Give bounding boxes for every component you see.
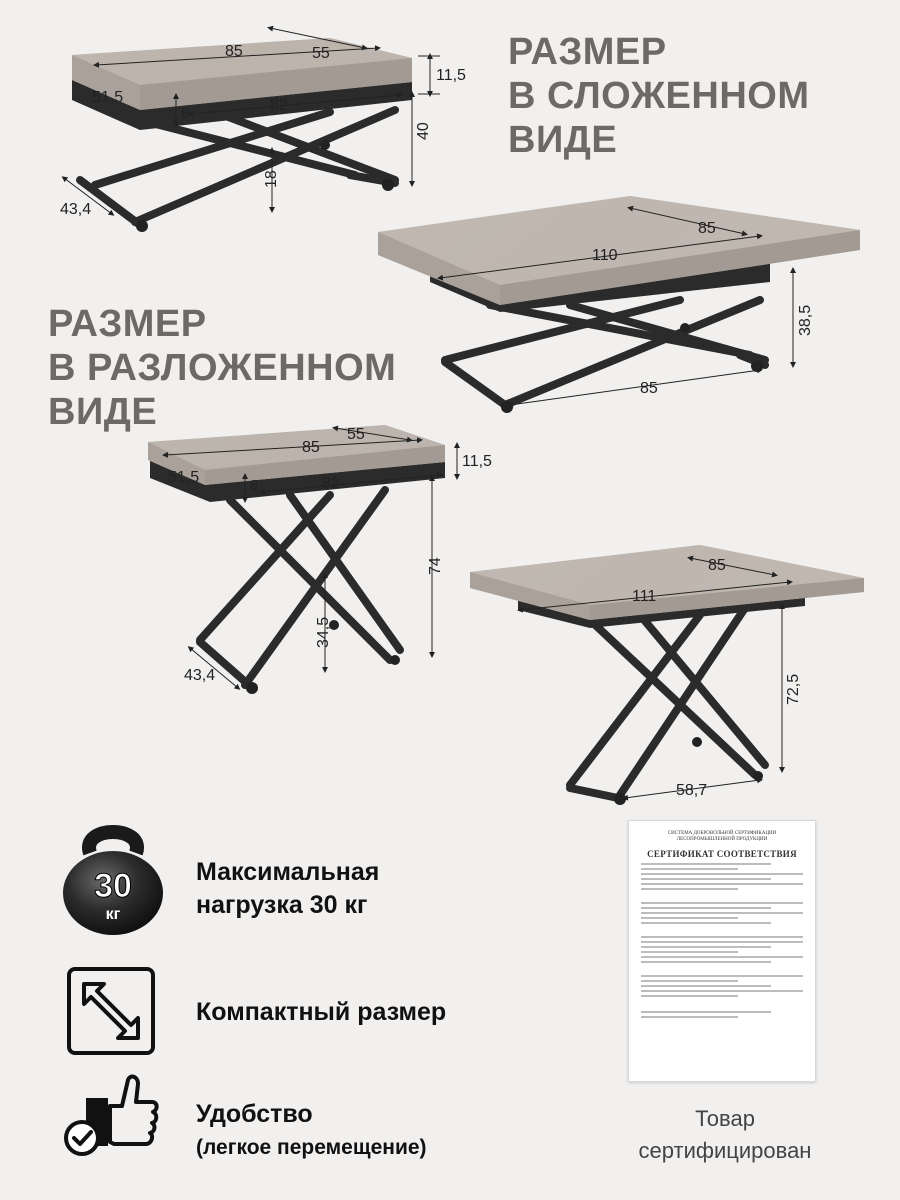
comfort-line: Удобство: [196, 1100, 313, 1128]
certificate-caption-line: Товар: [695, 1106, 755, 1131]
table2-length-label: 110: [592, 247, 618, 264]
table-unfolded-extended: [470, 545, 864, 805]
kettlebell-unit: кг: [105, 906, 121, 923]
certificate-image: [628, 820, 816, 1082]
compact-size-line: Компактный размер: [196, 998, 447, 1026]
comfort-text: [196, 1098, 427, 1164]
table1-under-label: 82: [270, 97, 288, 114]
table2-height-label: 38,5: [797, 304, 814, 336]
table2-width-label: 85: [698, 220, 716, 237]
table3-height-label: 74: [427, 557, 444, 575]
comfort-subline: (легкое перемещение): [196, 1136, 427, 1159]
heading-line: В СЛОЖЕННОМ: [508, 75, 810, 117]
heading-line: ВИДЕ: [508, 119, 618, 161]
table3-top-label: 11,5: [462, 453, 492, 470]
table4-width-label: 85: [708, 557, 726, 574]
compact-size-text: [196, 996, 446, 1029]
table4-base-label: 58,7: [676, 782, 708, 799]
table1-inner-label: 8: [181, 105, 190, 122]
table1-base-label: 43,4: [60, 201, 92, 218]
certificate-title: СЕРТИФИКАТ СООТВЕТСТВИЯ: [647, 849, 797, 859]
heading-line: ВИДЕ: [48, 391, 158, 433]
table3-inner-label: 8: [250, 477, 259, 494]
table2-base-label: 85: [640, 380, 658, 397]
certificate-header-1: СИСТЕМА ДОБРОВОЛЬНОЙ СЕРТИФИКАЦИИ: [667, 831, 777, 836]
table1-top-label: 11,5: [436, 67, 466, 84]
table3-side-label: 51,5: [168, 469, 200, 486]
max-load-line: нагрузка 30 кг: [196, 891, 368, 919]
table1-length-label: 85: [225, 43, 243, 60]
table3-under-label: 82: [322, 475, 340, 492]
certificate-caption: [600, 1103, 850, 1167]
certificate-caption-line: сертифицирован: [638, 1138, 812, 1163]
table4-height-label: 72,5: [785, 673, 802, 705]
heading-line: РАЗМЕР: [508, 31, 667, 73]
kettlebell-value: 30: [94, 867, 132, 905]
thumbs-up-check-icon: [60, 1072, 160, 1158]
table3-base-label: 43,4: [184, 667, 216, 684]
table-folded-extended: [378, 196, 860, 413]
table1-width-label: 55: [312, 45, 330, 62]
table1-side-label: 51,5: [92, 89, 124, 106]
table-folded-small: [72, 38, 412, 232]
heading-line: РАЗМЕР: [48, 303, 207, 345]
compact-arrows-icon: [66, 966, 156, 1056]
table3-lift-label: 34,5: [315, 616, 332, 648]
table1-height-label: 40: [415, 122, 432, 140]
table3-length-label: 85: [302, 439, 320, 456]
table3-width-label: 55: [347, 426, 365, 443]
table-unfolded-small: [148, 425, 445, 694]
max-load-line: Максимальная: [196, 858, 380, 886]
certificate-header-2: ЛЕСОПРОМЫШЛЕННОЙ ПРОДУКЦИИ: [676, 837, 768, 842]
max-load-text: [196, 856, 379, 922]
table4-length-label: 111: [632, 588, 657, 605]
heading-line: В РАЗЛОЖЕННОМ: [48, 347, 397, 389]
table1-lift-label: 18: [263, 170, 280, 188]
kettlebell-icon: [58, 815, 168, 935]
